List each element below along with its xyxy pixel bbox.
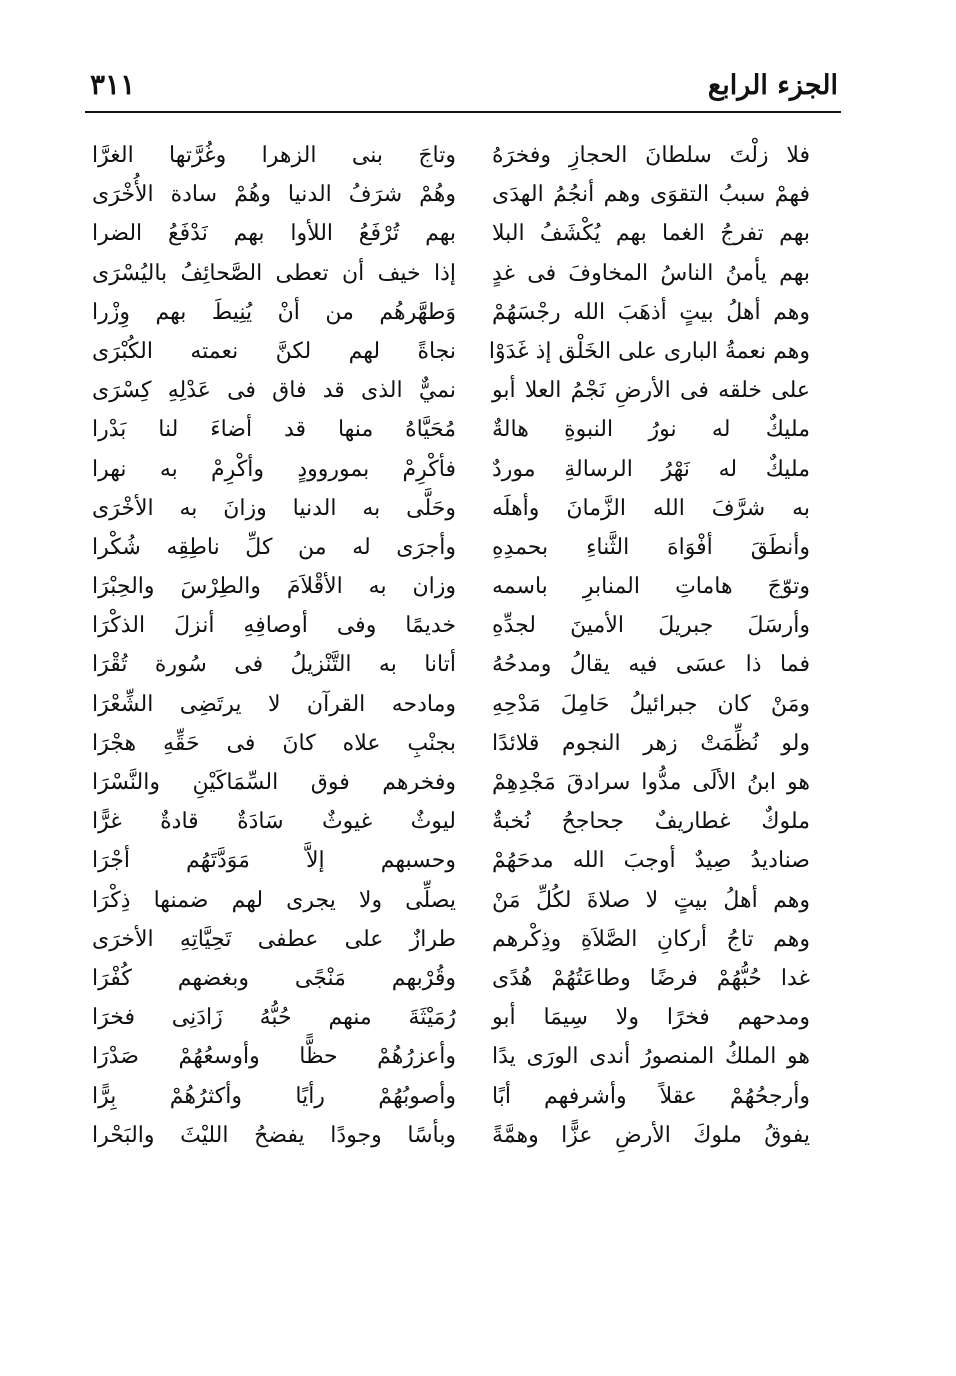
verse-hemistich: وهم نعمةُ البارى على الخَلْق إذ غَدَوْا bbox=[488, 338, 810, 364]
verse-hemistich: فما ذا عسَى فيه يقالُ ومدحُهُ bbox=[492, 652, 810, 678]
verse-hemistich: نميٌّ الذى قد فاق فى عَدْلِهِ كِسْرَى bbox=[92, 378, 456, 404]
verse-hemistich: ولو نُظِّمَتْ زهر النجوم قلائدًا bbox=[492, 730, 810, 756]
verse-hemistich: فلا زلْتَ سلطانَ الحجازِ وفخرَهُ bbox=[492, 143, 810, 168]
verse-hemistich: بهم تفرجُ الغما بهم يُكْشَفُ البلا bbox=[492, 221, 810, 247]
verse-hemistich: مليكٌ له نَهْرُ الرسالةِ موردٌ bbox=[492, 456, 810, 482]
verse-hemistich: وزان به الأقْلاَمَ والطِرْسَ والحِبْرَا bbox=[92, 574, 456, 600]
verse-hemistich: طرازٌ على عطفى تَحِيَّاتِهِ الأخرَى bbox=[92, 926, 456, 952]
verse-hemistich: أتانا به التَّنْزيلُ فى سُورة تُقْرَا bbox=[92, 652, 456, 678]
verse-hemistich: وتوّجَ هاماتِ المنابرِ باسمه bbox=[492, 574, 810, 600]
verse-hemistich: به شرَّفَ الله الزَّمانَ وأهلَه bbox=[492, 495, 810, 521]
verse-hemistich: هو ابنُ الألَى مدُّوا سرادقَ مَجْدِهِمْ bbox=[492, 770, 810, 795]
verse-hemistich: وهم أهلُ بيتٍ لا صلاةَ لكُلِّ مَنْ bbox=[492, 887, 810, 913]
verse-hemistich: إذا خيف أن تعطى الصَّحائِفُ باليُسْرَى bbox=[92, 260, 456, 286]
verse-hemistich: وأصوبُهُمْ رأيًا وأكثرُهُمْ بِرًّا bbox=[92, 1083, 456, 1109]
poem-column-right-hemistichs bbox=[488, 136, 810, 1155]
verse-hemistich: صناديدُ صِيدٌ أوجبَ الله مدحَهُمْ bbox=[492, 848, 810, 874]
verse-hemistich: وهُمْ شرَفُ الدنيا وهُمْ سادة الأُخْرَى bbox=[92, 182, 456, 208]
verse-hemistich: وأعزرُهُمْ حظًّا وأوسعُهُمْ صَدْرَا bbox=[92, 1044, 456, 1070]
verse-hemistich: وهم تاجُ أركانِ الصَّلاَةِ وذِكْرهم bbox=[492, 926, 810, 952]
verse-hemistich: وأرجحُهُمْ عقلاً وأشرفهم أبًا bbox=[492, 1083, 810, 1109]
verse-hemistich: رُمَيْثَةَ منهم حُبُّهُ زَادَنِى فخرَا bbox=[92, 1005, 456, 1031]
verse-hemistich: ملوكٌ غطاريفٌ جحاجحُ نُخبةٌ bbox=[492, 809, 810, 835]
verse-hemistich: غدا حُبُّهُمْ فرضًا وطاعَتُهُمْ هُدًى bbox=[492, 965, 810, 991]
verse-hemistich: وحَلَّى به الدنيا وزانَ به الأخْرَى bbox=[92, 495, 456, 521]
verse-hemistich: وقُرْبهم مَنْجًى وبغضهم كُفْرَا bbox=[92, 965, 456, 991]
verse-hemistich: ومَنْ كان جبرائيلُ حَامِلَ مَدْحِهِ bbox=[492, 691, 810, 717]
verse-hemistich: وهم أهلُ بيتٍ أذهَبَ الله رجْسَهُمْ bbox=[492, 299, 810, 325]
verse-hemistich: بهم تُرْفَعُ اللأوا بهم نَدْفَعُ الضرا bbox=[92, 221, 456, 247]
verse-hemistich: فأكْرِمْ بموروودٍ وأكْرِمْ به نهرا bbox=[92, 456, 456, 482]
verse-hemistich: وأجرَى له من كلِّ ناطِقِه شُكْرا bbox=[92, 534, 456, 560]
verse-hemistich: بجنْبِ علاه كانَ فى حَقِّهِ هجْرَا bbox=[92, 730, 456, 756]
verse-hemistich: بهم يأمنُ الناسُ المخاوفَ فى غدٍ bbox=[492, 260, 810, 286]
verse-hemistich: ومدحهم فخرًا ولا سِيمَا أبو bbox=[492, 1005, 810, 1031]
verse-hemistich: وأرسَلَ جبريلَ الأمينَ لجدِّهِ bbox=[492, 613, 810, 639]
verse-hemistich: ليوثٌ غيوثٌ سَادَةٌ قادةٌ غرًّا bbox=[92, 809, 456, 835]
verse-hemistich: على خلقه فى الأرضِ نَجْمُ العلا أبو bbox=[492, 378, 810, 404]
verse-hemistich: وتاجَ بنى الزهرا وغُرَّتها الغرَّا bbox=[92, 143, 456, 168]
verse-hemistich: نجاةً لهم لكنَّ نعمته الكُبْرَى bbox=[92, 338, 456, 364]
verse-hemistich: وبأسًا وجودًا يفضحُ الليْثَ والبَحْرا bbox=[92, 1122, 456, 1148]
verse-hemistich: وفخرهم فوق السِّمَاكَيْنِ والنَّسْرَا bbox=[92, 770, 456, 795]
verse-hemistich: وَطهَّرهُم من أنْ يُنِيطَ بهم وِزْرا bbox=[92, 299, 456, 325]
running-header-title: الجزء الرابع bbox=[707, 70, 838, 101]
page-number: ٣١١ bbox=[90, 68, 136, 101]
verse-hemistich: مليكٌ له نورُ النبوةِ هالةٌ bbox=[492, 417, 810, 443]
verse-hemistich: ومادحه القرآن لا يرتَضِى الشِّعْرَا bbox=[92, 691, 456, 717]
verse-hemistich: يفوقُ ملوكَ الأرضِ عزًّا وهمَّةً bbox=[492, 1122, 810, 1148]
verse-hemistich: هو الملكُ المنصورُ أندى الورَى يدًا bbox=[492, 1044, 810, 1070]
header-rule bbox=[85, 111, 841, 113]
verse-hemistich: وحسبهم إلاَّ مَوَدَّتَهُم أجْرَا bbox=[92, 848, 456, 874]
verse-hemistich: خديمًا وفى أوصافِهِ أنزلَ الذكْرَا bbox=[92, 613, 456, 639]
verse-hemistich: وأنطَقَ أفْوَاهَ الثَّناءِ بحمدِهِ bbox=[492, 534, 810, 560]
poem-column-left-hemistichs bbox=[92, 136, 456, 1155]
verse-hemistich: فهمْ سببُ التقوَى وهم أنجُمُ الهدَى bbox=[492, 182, 810, 208]
verse-hemistich: يصلِّى ولا يجرى لهم ضمنها ذِكْرَا bbox=[92, 887, 456, 913]
verse-hemistich: مُحَيَّاهُ منها قد أضاءَ لنا بَدْرا bbox=[92, 417, 456, 443]
